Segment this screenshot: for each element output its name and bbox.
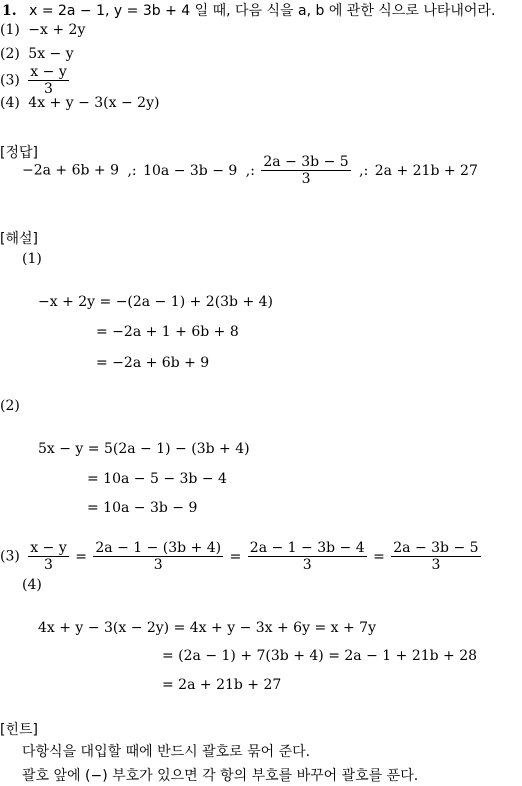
fraction: $\frac{x - y}{3}$ <box>30 64 67 97</box>
solution-1-line-3: = −2a + 6b + 9 <box>96 355 210 371</box>
problem-text: x = 2a − 1, y = 3b + 4 일 때, 다음 식을 a, b 에 관한 식으로 나타내어라. <box>29 3 496 19</box>
answer-4: 2a + 21b + 27 <box>374 162 478 179</box>
answer-line: −2a + 6b + 9 ,: 10a − 3b − 9 ,: $\frac{2a - 3b - 5}{3}$ ,: 2a + 21b + 27 <box>22 154 478 187</box>
problem-number: 1. <box>2 3 17 19</box>
answer-3: $\frac{2a - 3b - 5}{3}$ <box>263 154 349 187</box>
fraction: $\frac{2a - 3b - 5}{3}$ <box>393 540 479 573</box>
answer-1: −2a + 6b + 9 <box>22 162 120 179</box>
fraction: $\frac{2a - 1 - 3b - 4}{3}$ <box>249 540 365 573</box>
solution-heading: [해설] <box>0 231 38 247</box>
solution-1-line-1: −x + 2y = −(2a − 1) + 2(3b + 4) <box>38 294 274 310</box>
problem-item-4: (4) 4x + y − 3(x − 2y) <box>0 95 160 111</box>
problem-item-3: (3) $\frac{x - y}{3}$ <box>0 64 67 97</box>
answer-heading: [정답] <box>0 145 38 161</box>
solution-1-line-2: = −2a + 1 + 6b + 8 <box>96 324 239 340</box>
solution-part-4-label: (4) <box>22 577 42 593</box>
hint-line-1: 다항식을 대입할 때에 반드시 괄호로 묶어 준다. <box>22 744 311 760</box>
problem-item-1: (1) −x + 2y <box>0 22 86 38</box>
solution-part-3: (3) $\frac{x - y}{3}$ = $\frac{2a - 1 - (3b + 4)}{3}$ = $\frac{2a - 1 - 3b - 4}{3}$ = $\frac{2a - 3b - 5}{3}$ <box>0 540 479 573</box>
solution-2-line-1: 5x − y = 5(2a − 1) − (3b + 4) <box>38 441 250 457</box>
solution-4-line-3: = 2a + 21b + 27 <box>162 677 282 693</box>
solution-2-line-3: = 10a − 3b − 9 <box>87 500 198 516</box>
hint-line-2: 괄호 앞에 (−) 부호가 있으면 각 항의 부호를 바꾸어 괄호를 푼다. <box>22 768 419 784</box>
fraction: $\frac{2a - 1 - (3b + 4)}{3}$ <box>95 540 222 573</box>
hint-heading: [힌트] <box>0 722 38 738</box>
solution-part-1-label: (1) <box>22 251 42 267</box>
solution-4-line-2: = (2a − 1) + 7(3b + 4) = 2a − 1 + 21b + 28 <box>162 648 478 664</box>
problem-statement <box>2 0 495 20</box>
solution-4-line-1: 4x + y − 3(x − 2y) = 4x + y − 3x + 6y = x + 7y <box>38 620 376 636</box>
answer-2: 10a − 3b − 9 <box>143 162 238 179</box>
solution-part-2-label: (2) <box>0 398 20 414</box>
problem-item-2: (2) 5x − y <box>0 46 74 62</box>
fraction: $\frac{x - y}{3}$ <box>30 540 67 573</box>
solution-2-line-2: = 10a − 5 − 3b − 4 <box>87 471 227 487</box>
